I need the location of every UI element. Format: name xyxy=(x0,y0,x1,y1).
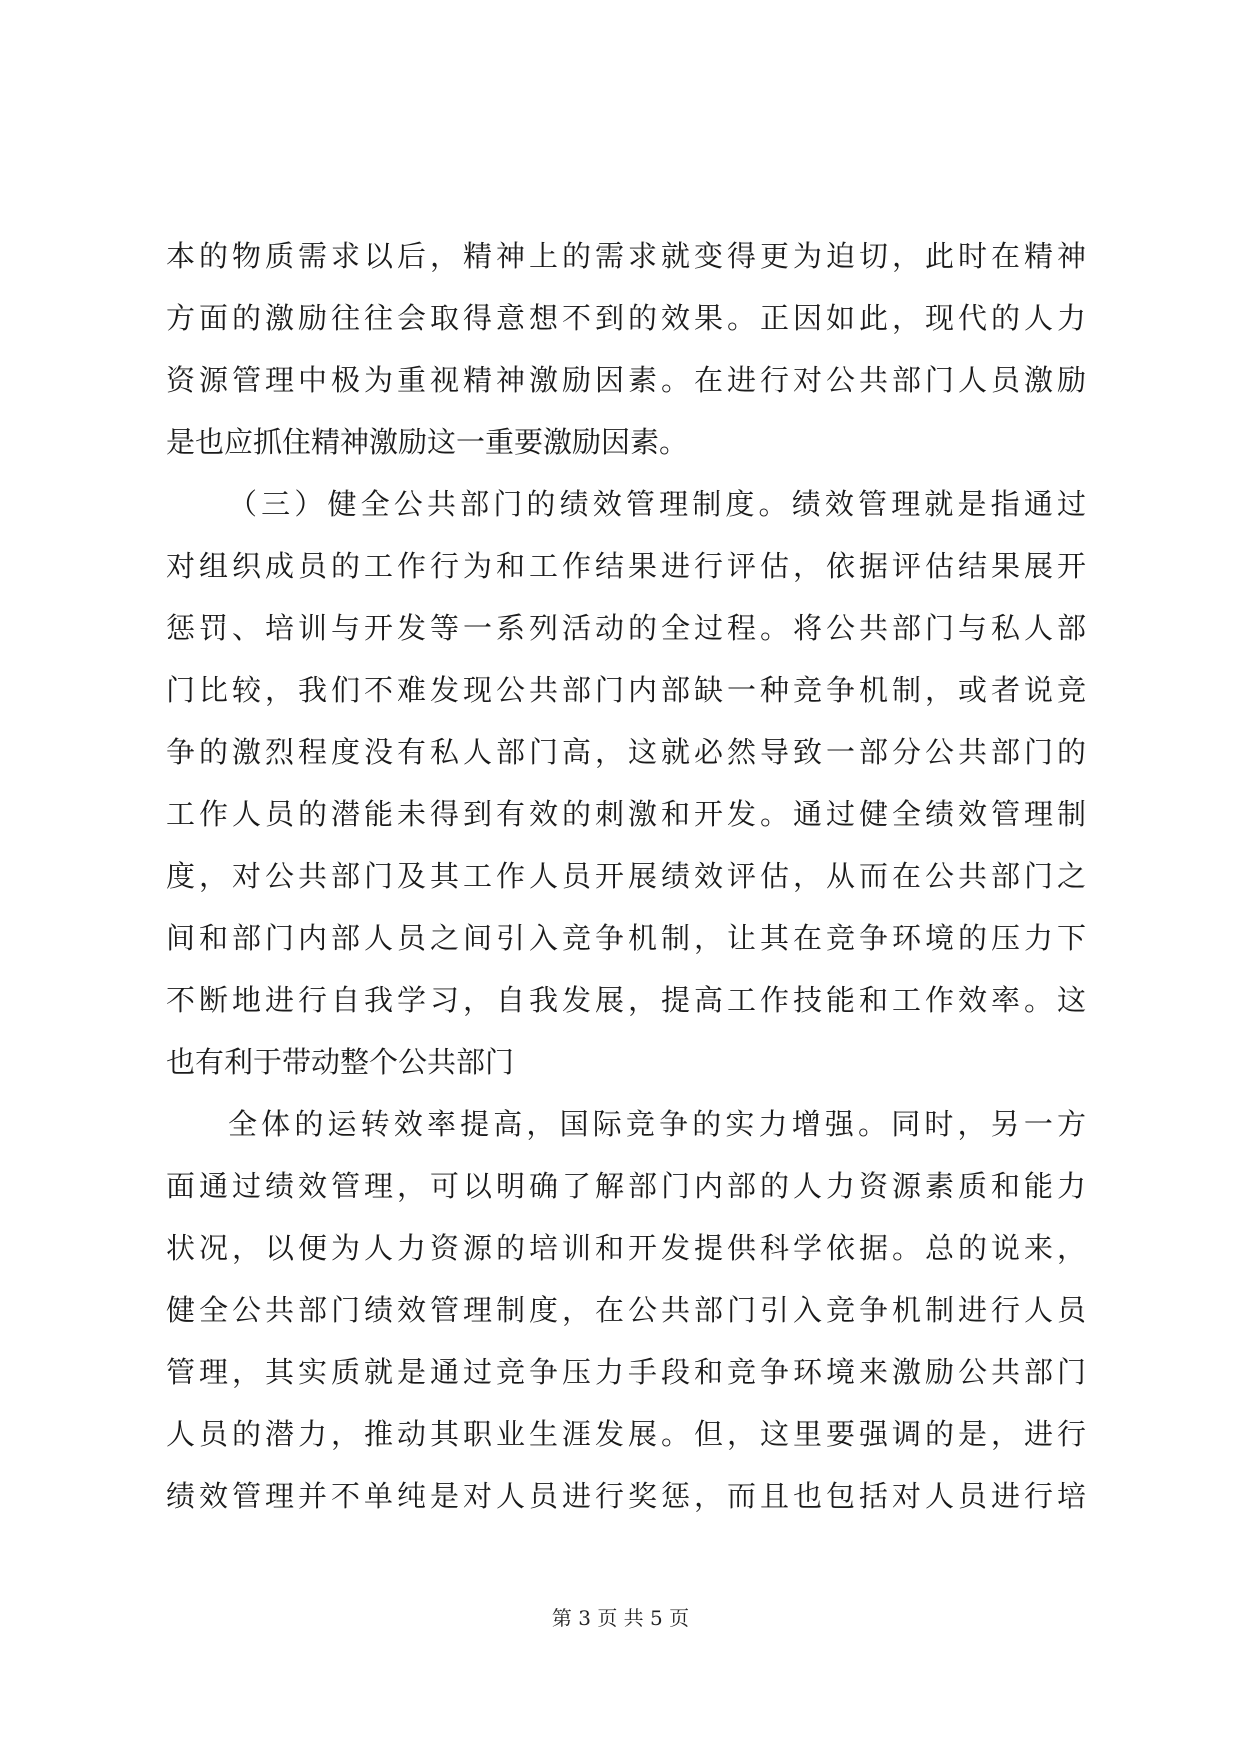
text-line: 资源管理中极为重视精神激励因素。在进行对公共部门人员激励 xyxy=(166,363,1086,397)
text-line: 本的物质需求以后，精神上的需求就变得更为迫切，此时在精神 xyxy=(166,239,1086,273)
text-line: 健全公共部门绩效管理制度，在公共部门引入竞争机制进行人员 xyxy=(166,1293,1086,1327)
text-line: 度，对公共部门及其工作人员开展绩效评估，从而在公共部门之 xyxy=(166,859,1086,893)
text-line: 绩效管理并不单纯是对人员进行奖惩，而且也包括对人员进行培 xyxy=(166,1479,1086,1513)
text-line: 人员的潜力，推动其职业生涯发展。但，这里要强调的是，进行 xyxy=(166,1417,1086,1451)
text-line: 状况，以便为人力资源的培训和开发提供科学依据。总的说来， xyxy=(166,1231,1086,1265)
text-line: 惩罚、培训与开发等一系列活动的全过程。将公共部门与私人部 xyxy=(166,611,1086,645)
text-line: 面通过绩效管理，可以明确了解部门内部的人力资源素质和能力 xyxy=(166,1169,1086,1203)
text-line: 争的激烈程度没有私人部门高，这就必然导致一部分公共部门的 xyxy=(166,735,1086,769)
text-line: 也有利于带动整个公共部门 xyxy=(166,1045,515,1079)
text-line: 不断地进行自我学习，自我发展，提高工作技能和工作效率。这 xyxy=(166,983,1086,1017)
text-line: 门比较，我们不难发现公共部门内部缺一种竞争机制，或者说竞 xyxy=(166,673,1086,707)
text-line: 是也应抓住精神激励这一重要激励因素。 xyxy=(166,425,689,459)
text-line: 管理，其实质就是通过竞争压力手段和竞争环境来激励公共部门 xyxy=(166,1355,1086,1389)
text-line: 工作人员的潜能未得到有效的刺激和开发。通过健全绩效管理制 xyxy=(166,797,1086,831)
text-line: （三）健全公共部门的绩效管理制度。绩效管理就是指通过 xyxy=(228,487,1086,521)
text-line: 间和部门内部人员之间引入竞争机制，让其在竞争环境的压力下 xyxy=(166,921,1086,955)
text-line: 全体的运转效率提高，国际竞争的实力增强。同时，另一方 xyxy=(228,1107,1086,1141)
text-line: 方面的激励往往会取得意想不到的效果。正因如此，现代的人力 xyxy=(166,301,1086,335)
page-footer: 第 3 页 共 5 页 xyxy=(551,1606,690,1630)
text-line: 对组织成员的工作行为和工作结果进行评估，依据评估结果展开 xyxy=(166,549,1086,583)
